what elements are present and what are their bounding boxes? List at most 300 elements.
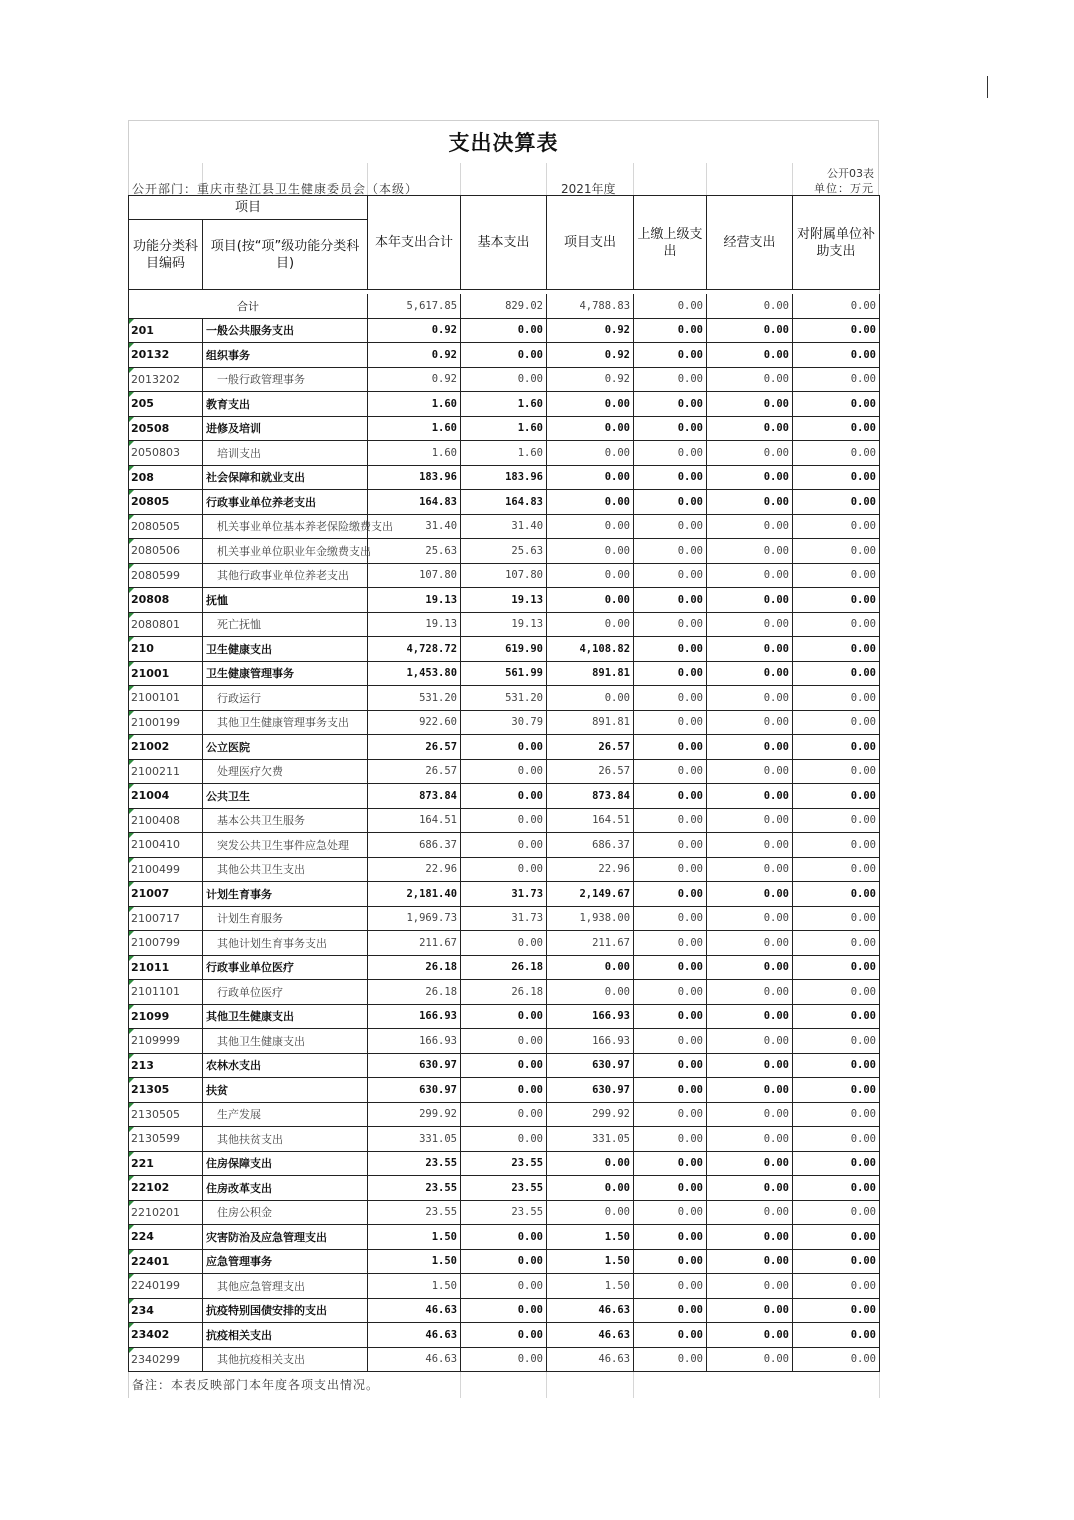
cell-name: 死亡抚恤 [203,612,368,637]
cell-basic: 23.55 [461,1176,547,1201]
cell-subsidy: 0.00 [793,710,880,735]
table-row [129,955,880,980]
cell-subsidy: 0.00 [793,784,880,809]
table-row [129,343,880,368]
cell-business: 0.00 [707,808,793,833]
cell-project: 46.63 [547,1323,634,1348]
cell-total: 1.60 [368,416,461,441]
cell-upper: 0.00 [634,1102,707,1127]
cell-business: 0.00 [707,612,793,637]
cell-business: 0.00 [707,661,793,686]
total-total: 5,617.85 [368,294,461,318]
cell-upper: 0.00 [634,441,707,466]
cell-basic: 0.00 [461,318,547,343]
footnote: 备注：本表反映部门本年度各项支出情况。 [132,1378,380,1392]
cell-subsidy: 0.00 [793,514,880,539]
cell-basic: 0.00 [461,1274,547,1299]
cell-project: 166.93 [547,1029,634,1054]
cell-total: 1.50 [368,1225,461,1250]
cell-subsidy: 0.00 [793,392,880,417]
cell-project: 0.92 [547,367,634,392]
cell-upper: 0.00 [634,1200,707,1225]
cell-basic: 26.18 [461,980,547,1005]
table-row [129,1347,880,1372]
cell-project: 891.81 [547,661,634,686]
cell-total: 1,453.80 [368,661,461,686]
table-row [129,1004,880,1029]
cell-upper: 0.00 [634,1078,707,1103]
cell-upper: 0.00 [634,833,707,858]
cell-name: 教育支出 [203,392,368,417]
cell-business: 0.00 [707,1347,793,1372]
page-title: 支出决算表 [128,120,879,163]
cell-subsidy: 0.00 [793,441,880,466]
cell-project: 46.63 [547,1347,634,1372]
cell-total: 1.60 [368,392,461,417]
cell-business: 0.00 [707,882,793,907]
cell-business: 0.00 [707,392,793,417]
cell-basic: 23.55 [461,1151,547,1176]
total-business: 0.00 [707,294,793,318]
cell-upper: 0.00 [634,1347,707,1372]
cell-business: 0.00 [707,1323,793,1348]
header-code: 功能分类科目编码 [129,220,203,290]
cell-subsidy: 0.00 [793,465,880,490]
table-row [129,833,880,858]
table-row [129,784,880,809]
cell-upper: 0.00 [634,367,707,392]
cell-total: 4,728.72 [368,637,461,662]
table-row [129,318,880,343]
cell-code: 2050803 [129,441,203,466]
cell-code: 2109999 [129,1029,203,1054]
cell-total: 166.93 [368,1029,461,1054]
table-row [129,980,880,1005]
cell-subsidy: 0.00 [793,1127,880,1152]
cell-code: 20132 [129,343,203,368]
cell-code: 213 [129,1053,203,1078]
cell-upper: 0.00 [634,980,707,1005]
cell-code: 224 [129,1225,203,1250]
table-row [129,490,880,515]
cell-upper: 0.00 [634,906,707,931]
table-row [129,710,880,735]
table-row [129,441,880,466]
cell-basic: 31.40 [461,514,547,539]
cell-basic: 30.79 [461,710,547,735]
cell-name: 其他行政事业单位养老支出 [203,563,368,588]
cell-upper: 0.00 [634,612,707,637]
cell-name: 生产发展 [203,1102,368,1127]
cell-project: 0.00 [547,416,634,441]
cell-subsidy: 0.00 [793,1029,880,1054]
cell-total: 107.80 [368,563,461,588]
table-row [129,1225,880,1250]
cell-code: 21305 [129,1078,203,1103]
cell-basic: 0.00 [461,1347,547,1372]
cell-basic: 0.00 [461,1225,547,1250]
cell-upper: 0.00 [634,416,707,441]
cell-business: 0.00 [707,759,793,784]
cell-project: 331.05 [547,1127,634,1152]
cell-project: 0.00 [547,612,634,637]
cell-project: 2,149.67 [547,882,634,907]
table-row [129,563,880,588]
cell-total: 2,181.40 [368,882,461,907]
cell-business: 0.00 [707,1004,793,1029]
cell-project: 1,938.00 [547,906,634,931]
table-row [129,1298,880,1323]
cell-business: 0.00 [707,710,793,735]
total-row [129,294,880,318]
cell-subsidy: 0.00 [793,588,880,613]
cell-business: 0.00 [707,441,793,466]
cell-total: 19.13 [368,612,461,637]
cell-upper: 0.00 [634,808,707,833]
cell-total: 686.37 [368,833,461,858]
cell-name: 培训支出 [203,441,368,466]
cell-code: 21004 [129,784,203,809]
table-row [129,392,880,417]
table-row [129,1078,880,1103]
cell-code: 21007 [129,882,203,907]
table-row [129,367,880,392]
cell-basic: 26.18 [461,955,547,980]
cell-business: 0.00 [707,857,793,882]
cell-name: 其他抗疫相关支出 [203,1347,368,1372]
cell-subsidy: 0.00 [793,1200,880,1225]
cell-business: 0.00 [707,539,793,564]
cell-basic: 0.00 [461,735,547,760]
cell-subsidy: 0.00 [793,1323,880,1348]
cell-subsidy: 0.00 [793,490,880,515]
cell-project: 686.37 [547,833,634,858]
footnote-area [128,1372,879,1398]
cell-basic: 31.73 [461,882,547,907]
cell-code: 221 [129,1151,203,1176]
cell-total: 46.63 [368,1347,461,1372]
cell-total: 183.96 [368,465,461,490]
cell-subsidy: 0.00 [793,1347,880,1372]
cell-upper: 0.00 [634,490,707,515]
table-row [129,857,880,882]
header-project: 项目 [129,196,368,220]
table-row [129,1127,880,1152]
cell-basic: 561.99 [461,661,547,686]
table-row [129,931,880,956]
cell-project: 0.00 [547,588,634,613]
cell-name: 其他计划生育事务支出 [203,931,368,956]
cell-basic: 19.13 [461,588,547,613]
cell-code: 21099 [129,1004,203,1029]
cell-basic: 0.00 [461,1249,547,1274]
cell-name: 行政事业单位养老支出 [203,490,368,515]
cell-name: 其他卫生健康支出 [203,1029,368,1054]
table-row [129,1323,880,1348]
cell-upper: 0.00 [634,931,707,956]
cell-total: 26.57 [368,735,461,760]
cell-code: 2100717 [129,906,203,931]
cell-basic: 0.00 [461,1004,547,1029]
cell-name: 基本公共卫生服务 [203,808,368,833]
cell-subsidy: 0.00 [793,882,880,907]
cell-name: 机关事业单位职业年金缴费支出 [203,539,368,564]
cell-total: 0.92 [368,367,461,392]
cell-upper: 0.00 [634,539,707,564]
cell-upper: 0.00 [634,343,707,368]
cell-upper: 0.00 [634,1225,707,1250]
cell-subsidy: 0.00 [793,906,880,931]
cell-upper: 0.00 [634,514,707,539]
table-row [129,416,880,441]
cell-name: 公共卫生 [203,784,368,809]
cell-project: 299.92 [547,1102,634,1127]
cell-total: 922.60 [368,710,461,735]
cell-code: 2100410 [129,833,203,858]
cell-name: 进修及培训 [203,416,368,441]
table-row [129,1151,880,1176]
cell-basic: 19.13 [461,612,547,637]
cell-name: 住房改革支出 [203,1176,368,1201]
cell-project: 0.00 [547,686,634,711]
cell-project: 0.00 [547,514,634,539]
cell-upper: 0.00 [634,637,707,662]
cell-code: 21002 [129,735,203,760]
table-row [129,1029,880,1054]
cell-basic: 25.63 [461,539,547,564]
cell-total: 0.92 [368,343,461,368]
cell-upper: 0.00 [634,318,707,343]
cell-basic: 0.00 [461,367,547,392]
cell-subsidy: 0.00 [793,931,880,956]
cell-code: 2100199 [129,710,203,735]
cell-basic: 1.60 [461,392,547,417]
cell-upper: 0.00 [634,686,707,711]
cell-basic: 0.00 [461,808,547,833]
form-number: 公开03表 [827,167,874,180]
cell-project: 26.57 [547,735,634,760]
cell-name: 行政单位医疗 [203,980,368,1005]
cell-basic: 0.00 [461,343,547,368]
cell-name: 行政运行 [203,686,368,711]
table-row [129,1249,880,1274]
cell-code: 2130505 [129,1102,203,1127]
cell-name: 卫生健康支出 [203,637,368,662]
cell-business: 0.00 [707,1249,793,1274]
cell-basic: 31.73 [461,906,547,931]
cell-upper: 0.00 [634,857,707,882]
cell-name: 农林水支出 [203,1053,368,1078]
cell-business: 0.00 [707,833,793,858]
cell-name: 行政事业单位医疗 [203,955,368,980]
cell-name: 住房公积金 [203,1200,368,1225]
cell-project: 0.92 [547,318,634,343]
table-row [129,514,880,539]
cell-subsidy: 0.00 [793,343,880,368]
cell-total: 22.96 [368,857,461,882]
header-basic: 基本支出 [461,196,547,290]
cell-business: 0.00 [707,367,793,392]
cell-project: 0.00 [547,955,634,980]
cell-total: 331.05 [368,1127,461,1152]
cell-code: 2210201 [129,1200,203,1225]
cell-business: 0.00 [707,563,793,588]
header-total: 本年支出合计 [368,196,461,290]
cell-name: 其他公共卫生支出 [203,857,368,882]
cell-code: 2130599 [129,1127,203,1152]
cell-code: 2340299 [129,1347,203,1372]
cell-project: 0.00 [547,441,634,466]
cell-name: 社会保障和就业支出 [203,465,368,490]
cell-code: 2240199 [129,1274,203,1299]
cell-code: 2100101 [129,686,203,711]
cell-basic: 0.00 [461,931,547,956]
total-basic: 829.02 [461,294,547,318]
cell-upper: 0.00 [634,661,707,686]
cell-business: 0.00 [707,784,793,809]
cell-subsidy: 0.00 [793,759,880,784]
cell-subsidy: 0.00 [793,1298,880,1323]
cell-project: 1.50 [547,1225,634,1250]
cell-subsidy: 0.00 [793,1004,880,1029]
cell-code: 20808 [129,588,203,613]
table-row [129,1200,880,1225]
cell-basic: 0.00 [461,784,547,809]
cell-name: 抗疫特别国债安排的支出 [203,1298,368,1323]
cell-project: 0.00 [547,392,634,417]
cell-total: 46.63 [368,1323,461,1348]
cell-total: 26.18 [368,955,461,980]
cell-name: 突发公共卫生事件应急处理 [203,833,368,858]
total-project: 4,788.83 [547,294,634,318]
cell-upper: 0.00 [634,1323,707,1348]
cell-total: 630.97 [368,1053,461,1078]
cell-upper: 0.00 [634,563,707,588]
cell-total: 0.92 [368,318,461,343]
cell-code: 201 [129,318,203,343]
cell-name: 计划生育服务 [203,906,368,931]
cell-total: 23.55 [368,1151,461,1176]
cell-subsidy: 0.00 [793,1274,880,1299]
cell-subsidy: 0.00 [793,833,880,858]
cell-total: 1.50 [368,1249,461,1274]
cell-total: 1,969.73 [368,906,461,931]
cell-project: 630.97 [547,1053,634,1078]
cell-code: 2101101 [129,980,203,1005]
cell-code: 2080599 [129,563,203,588]
cell-subsidy: 0.00 [793,1249,880,1274]
cell-upper: 0.00 [634,1249,707,1274]
cell-name: 处理医疗欠费 [203,759,368,784]
cell-name: 一般公共服务支出 [203,318,368,343]
cell-subsidy: 0.00 [793,416,880,441]
cell-project: 1.50 [547,1274,634,1299]
expenditure-sheet [128,120,879,1398]
cell-project: 1.50 [547,1249,634,1274]
cell-basic: 0.00 [461,1298,547,1323]
sheet-meta [128,163,879,195]
cell-upper: 0.00 [634,1004,707,1029]
cell-basic: 0.00 [461,759,547,784]
cell-subsidy: 0.00 [793,367,880,392]
cell-upper: 0.00 [634,955,707,980]
cell-subsidy: 0.00 [793,1078,880,1103]
cell-total: 26.18 [368,980,461,1005]
cell-total: 166.93 [368,1004,461,1029]
cell-upper: 0.00 [634,1029,707,1054]
cell-project: 0.00 [547,1176,634,1201]
table-row [129,588,880,613]
cell-business: 0.00 [707,588,793,613]
cell-business: 0.00 [707,1053,793,1078]
department-label: 公开部门：重庆市垫江县卫生健康委员会（本级） [132,182,419,196]
cell-subsidy: 0.00 [793,563,880,588]
cell-code: 234 [129,1298,203,1323]
cell-subsidy: 0.00 [793,857,880,882]
cell-name: 卫生健康管理事务 [203,661,368,686]
cell-project: 0.00 [547,539,634,564]
cell-business: 0.00 [707,343,793,368]
cell-project: 0.00 [547,1200,634,1225]
cell-project: 4,108.82 [547,637,634,662]
cell-project: 22.96 [547,857,634,882]
cell-total: 26.57 [368,759,461,784]
cell-code: 2080506 [129,539,203,564]
cell-subsidy: 0.00 [793,1225,880,1250]
cell-code: 22102 [129,1176,203,1201]
cell-code: 22401 [129,1249,203,1274]
cell-code: 2080801 [129,612,203,637]
cell-total: 164.83 [368,490,461,515]
table-row [129,1102,880,1127]
cell-name: 机关事业单位基本养老保险缴费支出 [203,514,368,539]
cell-business: 0.00 [707,931,793,956]
cell-upper: 0.00 [634,1298,707,1323]
cell-total: 23.55 [368,1176,461,1201]
cell-basic: 531.20 [461,686,547,711]
header-name: 项目(按“项”级功能分类科目) [203,220,368,290]
cell-code: 208 [129,465,203,490]
cell-code: 21001 [129,661,203,686]
cell-name: 其他扶贫支出 [203,1127,368,1152]
cell-business: 0.00 [707,1274,793,1299]
table-row [129,882,880,907]
cell-business: 0.00 [707,1151,793,1176]
cell-business: 0.00 [707,686,793,711]
cell-basic: 0.00 [461,1053,547,1078]
page-edge-mark [987,76,988,98]
table-row [129,1176,880,1201]
cell-code: 2100499 [129,857,203,882]
cell-business: 0.00 [707,1102,793,1127]
cell-code: 205 [129,392,203,417]
cell-name: 组织事务 [203,343,368,368]
cell-business: 0.00 [707,1298,793,1323]
cell-name: 扶贫 [203,1078,368,1103]
cell-total: 211.67 [368,931,461,956]
cell-basic: 107.80 [461,563,547,588]
cell-name: 其他应急管理支出 [203,1274,368,1299]
cell-total: 19.13 [368,588,461,613]
cell-code: 2100799 [129,931,203,956]
cell-basic: 23.55 [461,1200,547,1225]
table-row [129,906,880,931]
expenditure-table [128,195,880,1372]
cell-basic: 0.00 [461,833,547,858]
cell-basic: 164.83 [461,490,547,515]
cell-basic: 619.90 [461,637,547,662]
cell-business: 0.00 [707,1225,793,1250]
